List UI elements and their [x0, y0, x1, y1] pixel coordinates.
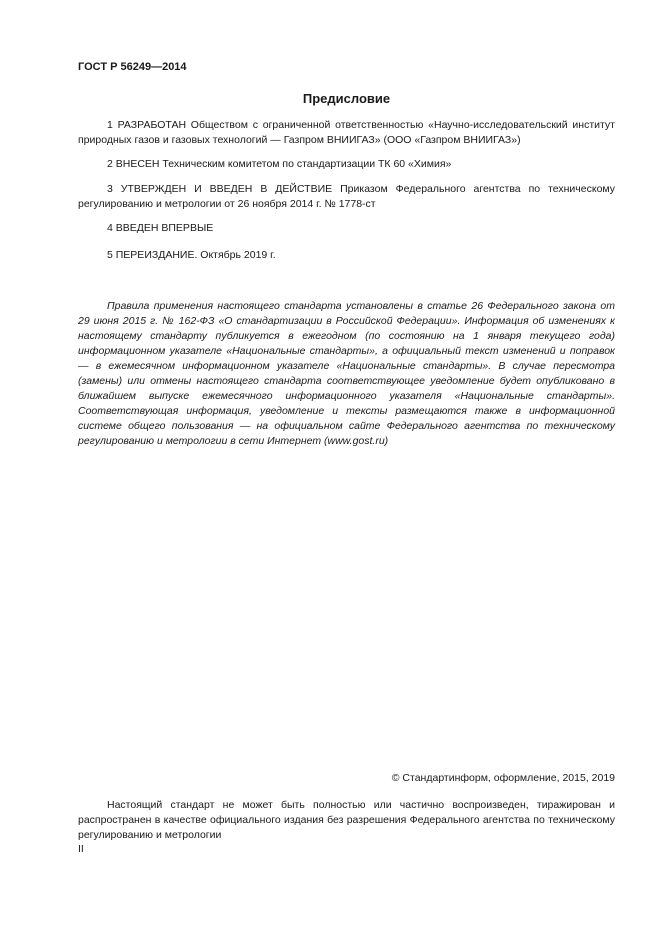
foreword-item-3: 3 УТВЕРЖДЕН И ВВЕДЕН В ДЕЙСТВИЕ Приказом Федерального агентства по техническому регулированию и метрологии от 26 ноября 2014 г. № 1778-ст — [78, 183, 615, 210]
foreword-item-5: 5 ПЕРЕИЗДАНИЕ. Октябрь 2019 г. — [107, 249, 276, 261]
page-number: II — [78, 843, 84, 855]
standard-code: ГОСТ Р 56249—2014 — [78, 61, 187, 73]
standards-notice: Правила применения настоящего стандарта установлены в статье 26 Федерального закона от 29 июня 2015 г. № 162-ФЗ «О стандартизации в Российской Федерации». Информация об изменениях к настоящему стандарту публикуется в ежегодном (по состоянию на 1 января текущего года) информационном указателе «Национальные стандарты», а официальный текст изменений и поправок — в ежемесячном информационном указателе «Национальные стандарты». В случае пересмотра (замены) или отмены настоящего стандарта соответствующее уведомление будет опубликовано в ближайшем выпуске ежемесячного информационного указателя «Национальные стандарты». Соответствующая информация, уведомление и тексты размещаются также в информационной системе общего пользования — на официальном сайте Федерального агентства по техническому регулированию и метрологии в сети Интернет (www.gost.ru) — [78, 300, 615, 447]
foreword-item-1: 1 РАЗРАБОТАН Обществом с ограниченной ответственностью «Научно-исследовательский институт природных газов и газовых технологий — Газпром ВНИИГАЗ» (ООО «Газпром ВНИИГАЗ») — [78, 119, 615, 146]
page-title: Предисловие — [302, 91, 391, 106]
reproduction-notice: Настоящий стандарт не может быть полностью или частично воспроизведен, тиражирован и распространен в качестве официального издания без разрешения Федерального агентства по техническому регулированию и метрологии — [78, 799, 615, 841]
copyright-line: © Стандартинформ, оформление, 2015, 2019 — [391, 772, 615, 784]
foreword-item-4: 4 ВВЕДЕН ВПЕРВЫЕ — [107, 222, 214, 234]
foreword-item-2: 2 ВНЕСЕН Техническим комитетом по стандартизации ТК 60 «Химия» — [107, 158, 452, 170]
